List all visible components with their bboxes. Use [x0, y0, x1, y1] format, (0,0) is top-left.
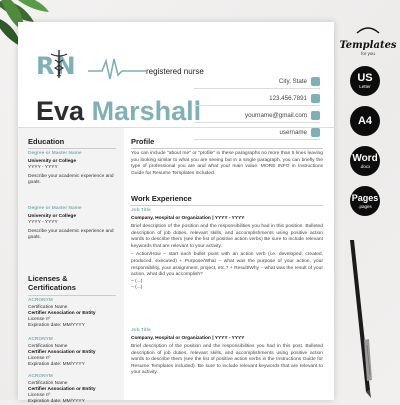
badge-subtitle: .docx [359, 164, 371, 169]
job-description: Brief description of the position and the responsibilities you had in this post. Bulleted description of job duties, relevant skills, and accomplishments using positive action words to describe them (see the list of positive action verbs in the Instructions Guide for Resume Templates included). Be sure to include relevant keywords that are relevant to your activity. [131, 344, 323, 376]
licenses-heading-line1: Licenses & [28, 274, 68, 283]
degree-name: Degree or Master Name [28, 151, 82, 156]
certification-name: Certification Name [28, 305, 68, 310]
job-description: Brief description of the position and the responsibilities you had in this position. Bulleted description of job duties, relevant skills, and accomplishments using positive action words to describe them (see the list of positive action verbs) Be sure to include relevant keywords that are relevant to your activity. [131, 224, 323, 249]
license-number: License nº [28, 356, 51, 361]
education-heading: Education [28, 137, 65, 146]
first-name: Eva [36, 96, 85, 126]
contact-block [194, 74, 320, 142]
profile-rule [131, 148, 323, 149]
license-acronym: ACRONYM [28, 374, 53, 379]
badge-title: A4 [357, 115, 373, 127]
job-entry [131, 208, 323, 292]
education-desc: Describe your academic experience and goals. [28, 174, 114, 185]
contact-email: yourname@gmail.com [245, 111, 307, 119]
left-column [18, 128, 124, 404]
job-title: Job Title [131, 328, 151, 333]
email-icon [311, 111, 320, 120]
contact-location: City, State [278, 77, 307, 85]
location-icon [311, 77, 320, 86]
license-number: License nº [28, 317, 51, 322]
school-name: University or College [28, 214, 76, 219]
certification-name: Certification Name [28, 344, 68, 349]
profile-heading: Profile [131, 137, 155, 146]
full-name [36, 96, 201, 127]
job-bullet: – (...) [131, 278, 143, 284]
license-entry [28, 374, 120, 405]
last-name: Marshall [91, 96, 202, 126]
pen-decoration [340, 240, 380, 400]
caduceus-icon [50, 48, 68, 80]
linkedin-icon [311, 128, 320, 137]
badge-title: Pages [351, 193, 379, 203]
brand-name: Templates [339, 40, 397, 51]
resume-page [18, 22, 334, 404]
badge-pages [350, 186, 380, 216]
education-rule [28, 148, 116, 149]
license-acronym: ACRONYM [28, 298, 53, 303]
license-entry [28, 298, 120, 329]
job-company: Company, Hospital or Organization | YYYY - YYYY [131, 336, 245, 341]
education-years: YYYY - YYYY [28, 165, 58, 170]
degree-name: Degree or Master Name [28, 206, 82, 211]
badge-title: US [357, 72, 373, 84]
badge-a4 [350, 106, 380, 136]
school-name: University or College [28, 159, 76, 164]
license-number: License nº [28, 393, 51, 398]
contact-phone: 123.456.7891 [269, 94, 307, 102]
badge-word [350, 146, 380, 176]
certification-name: Certification Name [28, 381, 68, 386]
badge-us-letter [350, 66, 380, 96]
licenses-heading-line2: Certifications [28, 283, 76, 292]
rn-logo: RN [36, 52, 77, 80]
education-entry [28, 206, 120, 241]
job-title: Job Title [131, 208, 151, 213]
brand-logo [338, 22, 398, 56]
job-bullet: – (...) [131, 285, 143, 291]
contact-row-phone [194, 91, 320, 106]
contact-row-email [194, 108, 320, 123]
badge-title: Word [352, 153, 378, 164]
license-entry [28, 337, 120, 368]
contact-row-location [194, 74, 320, 89]
license-acronym: ACRONYM [28, 337, 53, 342]
education-desc: Describe your academic experience and goals. [28, 229, 114, 240]
certifier-name: Certifier Association or Entity [28, 350, 96, 355]
license-expiration: Expiration date: MM/YYYY [28, 323, 85, 328]
job-subtitle: registered nurse [146, 67, 204, 76]
experience-heading: Work Experience [131, 194, 192, 203]
badge-subtitle: Letter [359, 84, 371, 89]
certifier-name: Certifier Association or Entity [28, 311, 96, 316]
certifier-name: Certifier Association or Entity [28, 387, 96, 392]
licenses-heading [28, 274, 76, 292]
license-expiration: Expiration date: MM/YYYY [28, 362, 85, 367]
job-company: Company, Hospital or Organization | YYYY - YYYY [131, 216, 245, 221]
phone-icon [311, 94, 320, 103]
badge-subtitle: .pages [358, 204, 372, 209]
education-years: YYYY - YYYY [28, 220, 58, 225]
job-entry [131, 328, 323, 377]
contact-username: username [279, 128, 307, 136]
heartbeat-line-icon [88, 57, 146, 81]
licenses-rule [28, 295, 116, 296]
job-bullet: – Action/How – start each bullet point with an action verb (i.e. developed, created, produced, executed) + Purpose/What – what was the purpose of your action, your responsibility, your assignment, project, etc.? + Result/Why – what was the result of your action, what did you accomplish? [131, 252, 323, 278]
education-entry [28, 151, 120, 186]
experience-rule [131, 205, 323, 206]
brand-mark-icon [355, 25, 381, 35]
brand-tagline: for you [361, 51, 375, 56]
license-expiration: Expiration date: MM/YYYY [28, 399, 85, 404]
profile-text: You can include "about me" or "profile" in these paragraphs no more than 5 lines leaving you looking similar to what you are seeing but in a single paragraph, you can briefly the type of professional you are and what your main value. MORE INFO in Instructions Guide for Resume Templates included. [131, 151, 323, 176]
